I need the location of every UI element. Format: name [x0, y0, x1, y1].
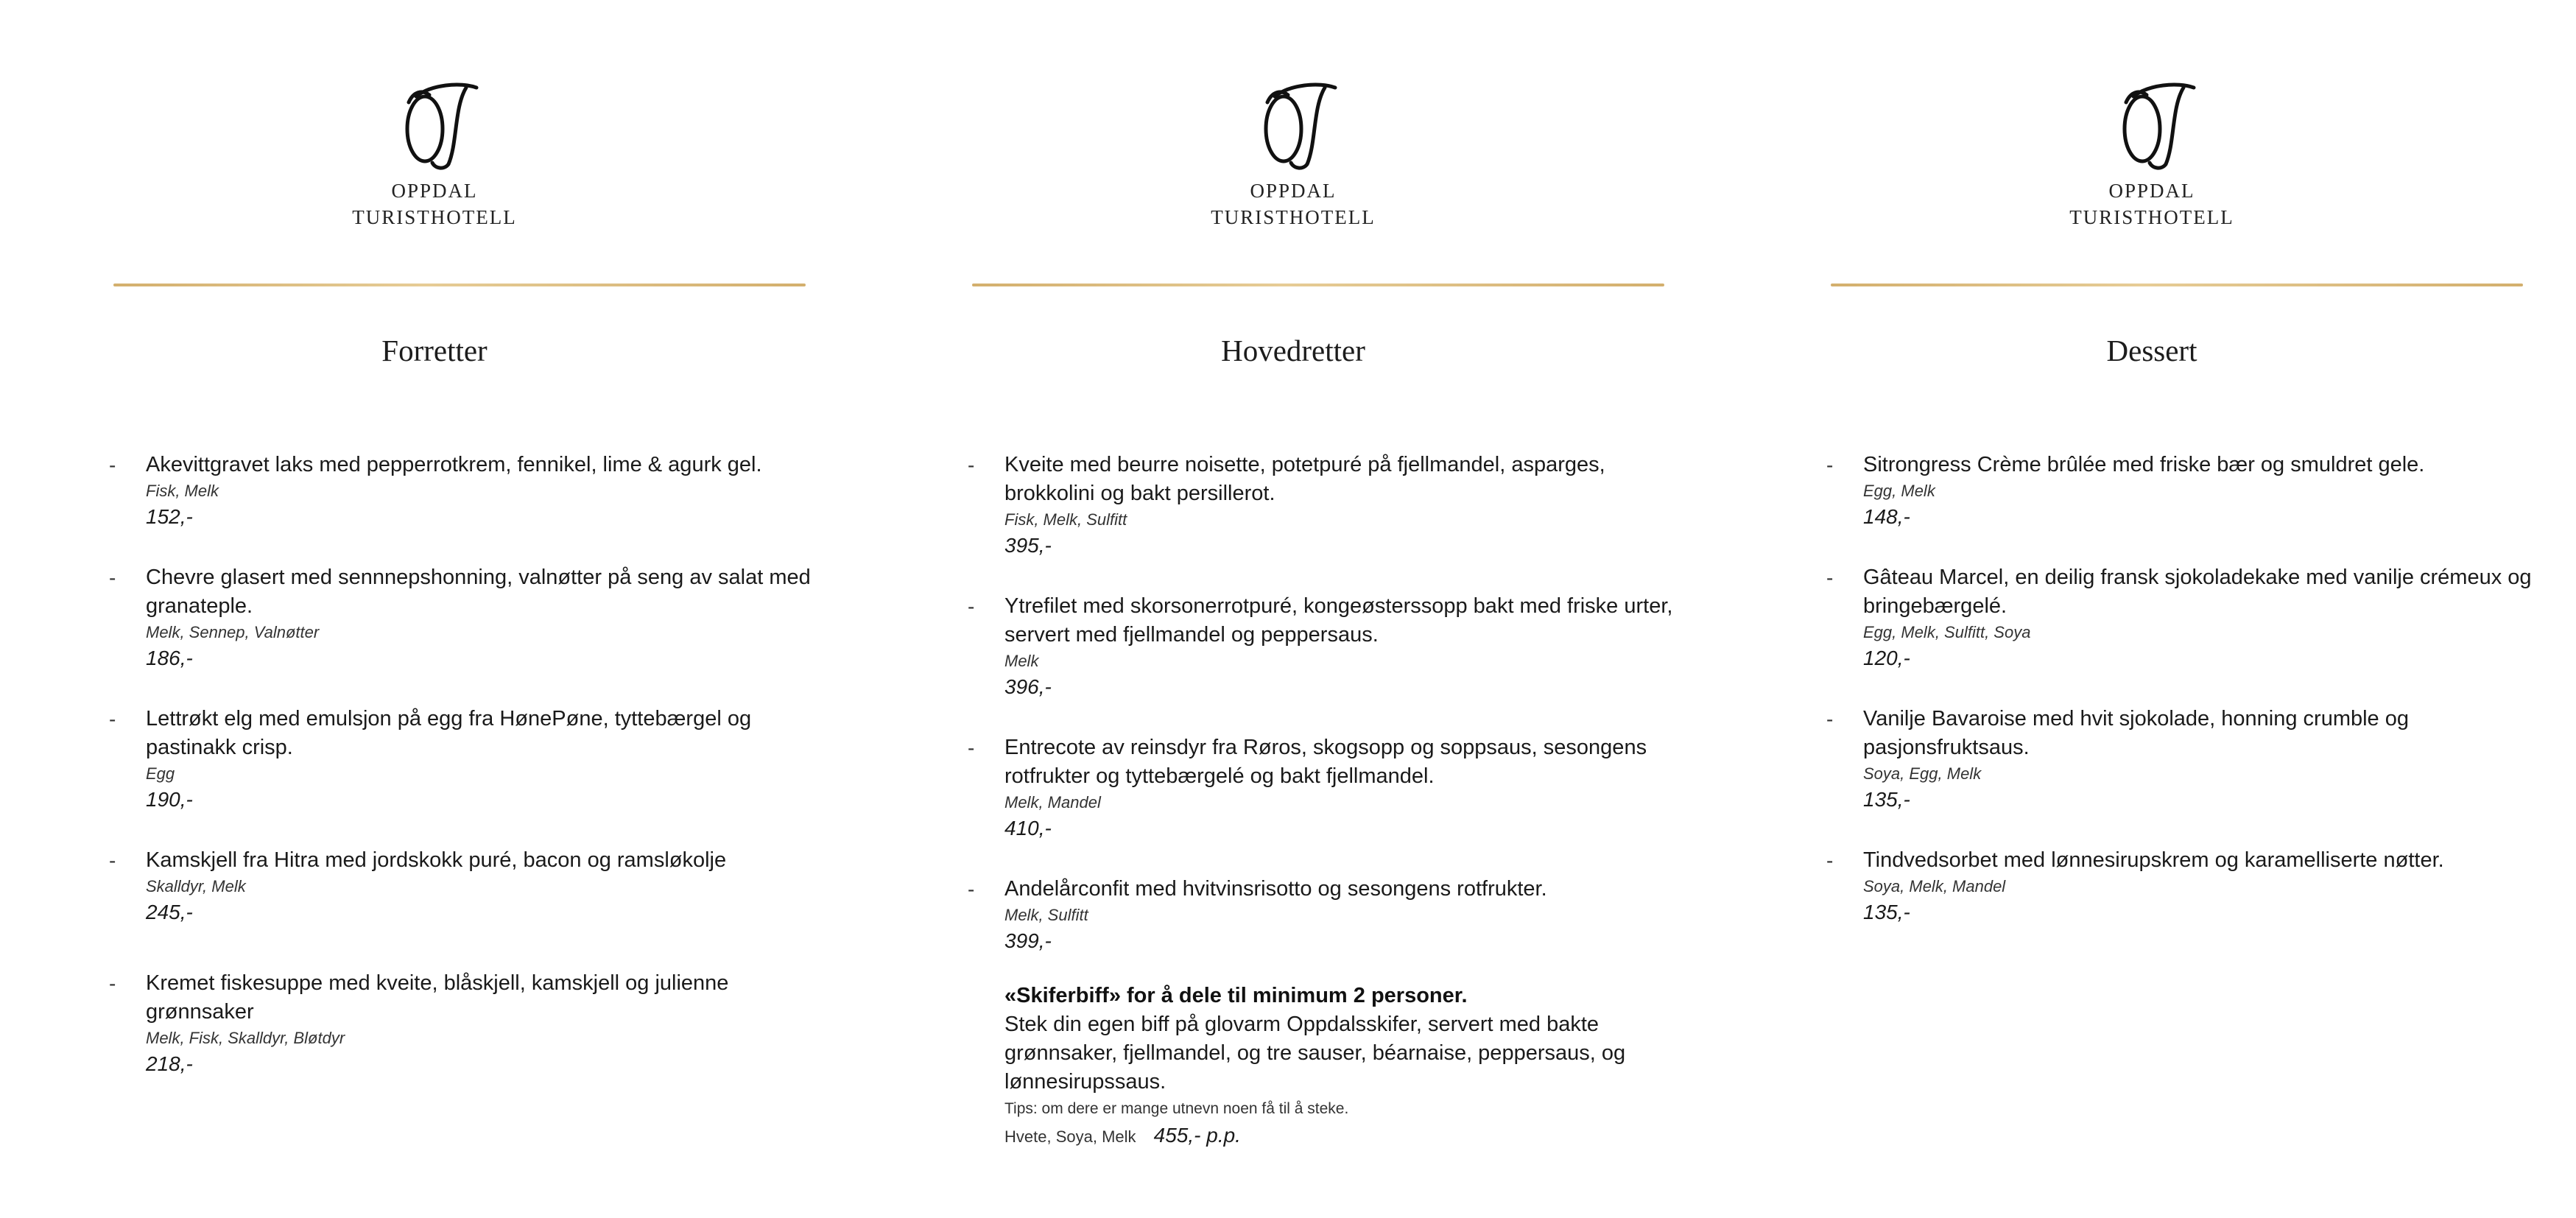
list-dash: - — [968, 454, 975, 476]
menu-item-name: Sitrongress Crème brûlée med friske bær og smuldret gele. — [1863, 453, 2425, 476]
list-dash: - — [1826, 566, 1834, 589]
list-dash: - — [109, 972, 116, 995]
menu-items-list — [96, 451, 832, 1110]
special-offer-tips: Tips: om dere er mange utnevn noen få til å steke. — [1004, 1100, 1349, 1117]
menu-item — [1813, 705, 2549, 814]
menu-item-price: 186,- — [146, 647, 193, 669]
menu-item-price: 395,- — [1004, 534, 1052, 557]
menu-item-name: Ytrefilet med skorsonerrotpuré, kongeøsterssopp bakt med friske urter, servert med fjellmandel og peppersaus. — [1004, 594, 1673, 647]
special-offer-footer — [1004, 1122, 1691, 1152]
hotel-monogram-logo — [387, 77, 482, 172]
menu-item-allergens: Soya, Egg, Melk — [1863, 764, 1982, 783]
menu-item-price: 135,- — [1863, 901, 1910, 923]
menu-item — [96, 969, 832, 1078]
list-dash: - — [968, 878, 975, 901]
menu-item — [96, 563, 832, 672]
special-offer-description: Stek din egen biff på glovarm Oppdalsskifer, servert med bakte grønnsaker, fjellmandel, og tre sauser, béarnaise, peppersaus, og lønnesirupssaus. — [1004, 1013, 1626, 1094]
hotel-brand — [96, 77, 773, 230]
list-dash: - — [109, 708, 116, 731]
hotel-monogram-logo — [2104, 77, 2200, 172]
special-offer-allergens: Hvete, Soya, Melk — [1004, 1127, 1136, 1146]
menu-item-price: 245,- — [146, 901, 193, 923]
section-title: Dessert — [2106, 334, 2197, 367]
menu-item-name: Andelårconfit med hvitvinsrisotto og sesongens rotfrukter. — [1004, 877, 1547, 901]
menu-items-list — [1813, 451, 2549, 959]
menu-item-allergens: Melk, Sennep, Valnøtter — [146, 623, 320, 641]
menu-item — [96, 846, 832, 926]
hotel-name-line2: TURISTHOTELL — [1211, 206, 1376, 228]
gold-divider — [972, 284, 1664, 286]
menu-item — [1813, 451, 2549, 531]
menu-item — [96, 451, 832, 531]
menu-item-allergens: Fisk, Melk — [146, 482, 219, 500]
menu-item-allergens: Skalldyr, Melk — [146, 877, 246, 895]
menu-item-price: 399,- — [1004, 929, 1052, 952]
list-dash: - — [109, 849, 116, 872]
menu-item-name: Kremet fiskesuppe med kveite, blåskjell, kamskjell og julienne grønnsaker — [146, 971, 729, 1024]
menu-item-price: 396,- — [1004, 675, 1052, 698]
menu-item-allergens: Soya, Melk, Mandel — [1863, 877, 2006, 895]
gold-divider — [113, 284, 806, 286]
section-title: Hovedretter — [1221, 334, 1365, 367]
menu-item-price: 410,- — [1004, 817, 1052, 839]
list-dash: - — [1826, 454, 1834, 476]
menu-item-price: 120,- — [1863, 647, 1910, 669]
menu-item-name: Akevittgravet laks med pepperrotkrem, fennikel, lime & agurk gel. — [146, 453, 762, 476]
menu-item-name: Kveite med beurre noisette, potetpuré på fjellmandel, asparges, brokkolini og bakt persillerot. — [1004, 453, 1605, 505]
menu-column-forretter — [96, 0, 832, 1218]
menu-item-allergens: Melk, Mandel — [1004, 793, 1101, 812]
list-dash: - — [968, 736, 975, 759]
menu-item — [96, 705, 832, 814]
hotel-name-line1: OPPDAL — [391, 180, 478, 202]
menu-item-allergens: Egg, Melk — [1863, 482, 1935, 500]
hotel-brand — [1813, 77, 2491, 230]
menu-item — [954, 875, 1691, 955]
menu-item-price: 148,- — [1863, 505, 1910, 528]
menu-item-allergens: Egg, Melk, Sulfitt, Soya — [1863, 623, 2031, 641]
menu-item — [1813, 563, 2549, 672]
menu-item-price: 190,- — [146, 788, 193, 811]
menu-item-allergens: Fisk, Melk, Sulfitt — [1004, 510, 1127, 529]
gold-divider — [1831, 284, 2523, 286]
menu-item — [954, 592, 1691, 701]
menu-item-name: Chevre glasert med sennnepshonning, valnøtter på seng av salat med granateple. — [146, 566, 811, 618]
menu-item-name: Gâteau Marcel, en deilig fransk sjokoladekake med vanilje crémeux og bringebærgelé. — [1863, 566, 2532, 618]
hotel-monogram-logo — [1245, 77, 1341, 172]
menu-item — [954, 733, 1691, 842]
menu-item-name: Kamskjell fra Hitra med jordskokk puré, bacon og ramsløkolje — [146, 848, 727, 872]
list-dash: - — [109, 566, 116, 589]
menu-items-list — [954, 451, 1691, 1152]
list-dash: - — [1826, 708, 1834, 731]
menu-item-allergens: Melk, Sulfitt — [1004, 906, 1088, 924]
menu-item-price: 218,- — [146, 1052, 193, 1075]
menu-item-price: 135,- — [1863, 788, 1910, 811]
list-dash: - — [1826, 849, 1834, 872]
special-offer-title: «Skiferbiff» for å dele til minimum 2 personer. — [1004, 984, 1468, 1007]
hotel-brand — [954, 77, 1632, 230]
section-title: Forretter — [381, 334, 488, 367]
hotel-name-line1: OPPDAL — [2108, 180, 2195, 202]
list-dash: - — [109, 454, 116, 476]
menu-column-hovedretter — [954, 0, 1691, 1218]
menu-item-allergens: Melk — [1004, 652, 1039, 670]
hotel-name-line2: TURISTHOTELL — [352, 206, 517, 228]
menu-item-name: Tindvedsorbet med lønnesirupskrem og karamelliserte nøtter. — [1863, 848, 2444, 872]
menu-item-price: 152,- — [146, 505, 193, 528]
menu-item-allergens: Melk, Fisk, Skalldyr, Bløtdyr — [146, 1029, 345, 1047]
menu-item-name: Lettrøkt elg med emulsjon på egg fra HønePøne, tyttebærgel og pastinakk crisp. — [146, 707, 752, 759]
menu-item-name: Vanilje Bavaroise med hvit sjokolade, honning crumble og pasjonsfruktsaus. — [1863, 707, 2410, 759]
menu-item — [954, 451, 1691, 560]
special-offer-price: 455,- p.p. — [1153, 1124, 1241, 1147]
hotel-name-line2: TURISTHOTELL — [2069, 206, 2234, 228]
menu-column-dessert — [1813, 0, 2549, 1218]
list-dash: - — [968, 595, 975, 618]
hotel-name-line1: OPPDAL — [1250, 180, 1337, 202]
menu-item-name: Entrecote av reinsdyr fra Røros, skogsopp og soppsaus, sesongens rotfrukter og tyttebærgelé og bakt fjellmandel. — [1004, 736, 1647, 788]
menu-item — [1813, 846, 2549, 926]
special-offer — [954, 982, 1691, 1152]
menu-item-allergens: Egg — [146, 764, 175, 783]
